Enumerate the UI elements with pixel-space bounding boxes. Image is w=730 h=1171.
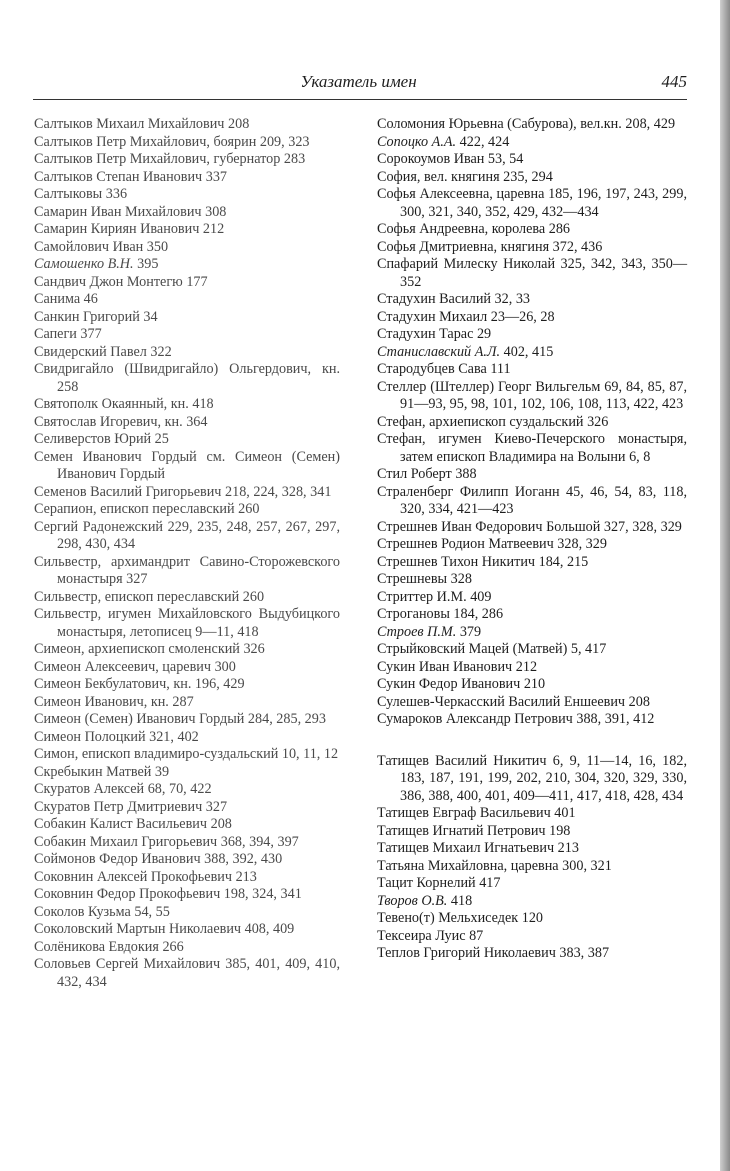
- entry-pages: 418: [447, 892, 473, 909]
- entry-name: Соколовский Мартын Николаевич: [34, 921, 242, 937]
- entry-pages: 212: [199, 221, 225, 237]
- entry-pages: 177: [182, 273, 208, 290]
- index-entry: [377, 589, 687, 607]
- entry-pages: 402, 415: [500, 343, 554, 360]
- entry-pages: 388, 392, 430: [200, 851, 283, 867]
- entry-name: Тацит Корнелий: [377, 875, 476, 891]
- entry-name: Стил Роберт: [377, 466, 452, 482]
- entry-name: Симеон (Семен) Иванович Гордый: [34, 711, 245, 727]
- index-column-left: [34, 116, 340, 991]
- entry-pages: 286: [545, 221, 570, 237]
- entry-pages: 184, 215: [535, 553, 589, 570]
- entry-name: Святослав Игоревич, кн.: [34, 413, 183, 430]
- entry-pages: 229, 235, 248, 257, 267, 297, 298, 430, 434: [57, 518, 341, 552]
- entry-pages: 401: [550, 805, 576, 821]
- index-entry: [34, 589, 340, 607]
- index-entry: [34, 396, 340, 414]
- index-entry: [377, 239, 687, 257]
- entry-pages: 258: [57, 378, 79, 395]
- index-entry: [34, 904, 340, 922]
- entry-pages: 46: [80, 291, 98, 307]
- entry-pages: 337: [202, 168, 228, 185]
- index-entry: [34, 694, 340, 712]
- entry-pages: 287: [168, 693, 194, 710]
- index-entry: [377, 659, 687, 677]
- entry-pages: 422, 424: [456, 133, 510, 150]
- entry-name: Стриттер И.М.: [377, 588, 467, 605]
- index-entry: [34, 116, 340, 134]
- entry-name: Татищев Михаил Игнатьевич: [377, 840, 555, 856]
- entry-name: Скребыкин Матвей: [34, 763, 152, 780]
- entry-pages: 32, 33: [491, 291, 531, 307]
- entry-name: Стефан, архиепископ суздальский: [377, 413, 584, 430]
- entry-name: Симеон Иванович, кн.: [34, 693, 169, 710]
- index-entry: [34, 344, 340, 362]
- entry-name: Софья Алексеевна, царевна: [377, 186, 545, 202]
- index-entry: [34, 186, 340, 204]
- index-entry: [377, 344, 687, 362]
- entry-name: Солёникова Евдокия: [34, 938, 159, 955]
- entry-pages: 5, 417: [567, 641, 607, 657]
- entry-name: Салтыков Петр Михайлович, боярин: [34, 133, 257, 150]
- entry-pages: 25: [151, 431, 169, 447]
- entry-pages: 327, 328, 329: [600, 518, 682, 535]
- entry-pages: 198: [545, 822, 571, 839]
- index-entry: [34, 676, 340, 694]
- entry-name: Семен Иванович Гордый: [34, 448, 197, 465]
- entry-pages: 208: [625, 693, 650, 710]
- entry-name: Татищев Игнатий Петрович: [377, 822, 546, 839]
- entry-name: Санкин Григорий: [34, 308, 140, 325]
- entry-pages: 327: [202, 798, 228, 815]
- entry-name: Строев П.М.: [377, 623, 457, 640]
- entry-pages: 218, 224, 328, 341: [221, 483, 332, 500]
- entry-pages: 385, 401, 409, 410, 432, 434: [57, 956, 340, 990]
- index-entry: [34, 851, 340, 869]
- header-rule: [33, 99, 687, 100]
- entry-pages: 69, 84, 85, 87, 91—93, 95, 98, 101, 102, 106, 108, 113, 422, 423: [400, 378, 688, 412]
- entry-pages: 364: [182, 413, 208, 430]
- entry-pages: 54, 55: [130, 903, 170, 920]
- entry-pages: 321, 402: [145, 728, 199, 745]
- entry-pages: 6, 9, 11—14, 16, 182, 183, 187, 191, 199, 202, 210, 304, 320, 329, 330, 386, 388, 400, 401, 409—411, 417, 418, 428, 434: [400, 752, 687, 804]
- index-entry: [377, 676, 687, 694]
- entry-name: Скуратов Алексей: [34, 781, 145, 797]
- entry-name: Соломония Юрьевна (Сабурова), вел.кн.: [377, 116, 622, 132]
- index-entry: [377, 484, 687, 519]
- entry-pages: 266: [158, 938, 184, 955]
- entry-pages: 417: [475, 875, 501, 891]
- entry-name: Теплов Григорий Николаевич: [377, 945, 556, 961]
- entry-pages: 120: [518, 910, 543, 926]
- entry-name: Сукин Федор Иванович: [377, 676, 521, 692]
- entry-name: София, вел. княгиня: [377, 168, 500, 185]
- entry-pages: 322: [146, 343, 172, 360]
- entry-name: Стеллер (Штеллер) Георг Вильгельм: [377, 378, 601, 395]
- index-entry: [34, 606, 340, 641]
- entry-pages: 379: [456, 623, 482, 640]
- index-entry: [34, 746, 340, 764]
- entry-pages: 208: [207, 816, 232, 832]
- entry-pages: 45, 46, 54, 83, 118, 320, 334, 421—423: [400, 483, 687, 517]
- entry-pages: 388, 391, 412: [572, 711, 655, 727]
- entry-pages: 185, 196, 197, 243, 299, 300, 321, 340, 352, 429, 432—434: [400, 186, 687, 220]
- entry-name: Святополк Окаянный, кн.: [34, 396, 189, 412]
- index-entry: [34, 326, 340, 344]
- entry-pages: 111: [486, 361, 511, 377]
- entry-pages: 327: [122, 571, 148, 587]
- entry-name: Салтыков Петр Михайлович, губернатор: [34, 151, 281, 167]
- index-entry: [377, 571, 687, 589]
- page-number: 445: [661, 72, 687, 91]
- index-entry: [377, 519, 687, 537]
- page-edge-shadow: [720, 0, 730, 1171]
- index-entry: [34, 291, 340, 309]
- entry-name: Стадухин Тарас: [377, 326, 474, 342]
- entry-name: Сапеги: [34, 326, 77, 342]
- entry-pages: 300, 321: [558, 857, 612, 874]
- entry-pages: 208: [224, 116, 250, 132]
- index-entry: [377, 151, 687, 169]
- index-column-right: [377, 116, 687, 963]
- entry-name: Стрыйковский Мацей (Матвей): [377, 641, 568, 657]
- entry-name: Стародубцев Сава: [377, 361, 487, 377]
- index-entry: [34, 641, 340, 659]
- entry-pages: 87: [465, 927, 484, 944]
- entry-name: Сильвестр, игумен Михайловского Выдубицкого монастыря, летописец: [34, 606, 340, 640]
- entry-pages: 377: [76, 326, 102, 342]
- entry-name: Тевено(т) Мельхиседек: [377, 910, 519, 926]
- index-entry: [377, 624, 687, 642]
- entry-pages: 6, 8: [625, 448, 651, 465]
- index-entry: [34, 361, 340, 396]
- index-entry: [34, 659, 340, 677]
- entry-pages: 196, 429: [191, 676, 245, 692]
- index-entry: [34, 729, 340, 747]
- entry-name: Самойлович Иван: [34, 238, 144, 255]
- entry-name: Страленберг Филипп Иоганн: [377, 483, 560, 500]
- entry-name: Соймонов Федор Иванович: [34, 851, 201, 867]
- index-entry: [377, 309, 687, 327]
- index-entry: [34, 309, 340, 327]
- entry-pages: 53, 54: [484, 151, 524, 167]
- entry-pages: 418: [188, 396, 214, 412]
- entry-name: Сильвестр, епископ переславский: [34, 588, 240, 605]
- index-entry: [34, 204, 340, 222]
- index-entry: [34, 939, 340, 957]
- entry-name: Стадухин Михаил: [377, 308, 488, 325]
- entry-name: Самарин Кириян Иванович: [34, 221, 200, 237]
- entry-pages: 10, 11, 12: [278, 746, 339, 762]
- entry-name: Сумароков Александр Петрович: [377, 711, 573, 727]
- entry-pages: 326: [583, 413, 609, 430]
- entry-pages: 328: [447, 571, 472, 587]
- index-entry: [377, 840, 687, 858]
- entry-name: Стрешнев Тихон Никитич: [377, 553, 536, 570]
- entry-name: Татищев Евграф Васильевич: [377, 805, 551, 821]
- index-entry: [377, 134, 687, 152]
- index-entry: [377, 928, 687, 946]
- index-entry: [377, 875, 687, 893]
- index-entry: [34, 834, 340, 852]
- entry-pages: 210: [520, 676, 546, 692]
- entry-name: Свидерский Павел: [34, 343, 147, 360]
- running-header: [30, 72, 687, 94]
- entry-name: Строгановы: [377, 606, 450, 622]
- entry-pages: 325, 342, 343, 350—352: [400, 256, 688, 290]
- entry-name: Софья Андреевна, королева: [377, 221, 546, 237]
- index-entry: [34, 256, 340, 274]
- entry-name: Семенов Василий Григорьевич: [34, 483, 222, 500]
- entry-name: Салтыков Михаил Михайлович: [34, 116, 225, 132]
- index-entry: [377, 221, 687, 239]
- index-entry: [34, 169, 340, 187]
- index-entry: [34, 501, 340, 519]
- index-entry: [34, 764, 340, 782]
- entry-name: Стадухин Василий: [377, 291, 491, 307]
- entry-pages: 395: [133, 256, 159, 272]
- index-entry: [34, 484, 340, 502]
- index-entry: [34, 239, 340, 257]
- entry-pages: 260: [239, 588, 265, 605]
- entry-pages: 23—26, 28: [487, 308, 555, 325]
- index-entry: [377, 431, 687, 466]
- entry-pages: 388: [451, 466, 477, 482]
- entry-name: Сукин Иван Иванович: [377, 658, 513, 675]
- index-entry: [377, 466, 687, 484]
- entry-name: Селиверстов Юрий: [34, 431, 152, 447]
- running-title: Указатель имен: [300, 72, 417, 91]
- entry-pages: 212: [512, 658, 538, 675]
- index-entry: [377, 823, 687, 841]
- entry-name: Собакин Калист Васильевич: [34, 816, 208, 832]
- entry-pages: 300: [211, 658, 236, 675]
- index-entry: [377, 694, 687, 712]
- entry-name: Сергий Радонежский: [34, 518, 164, 535]
- entry-pages: 372, 436: [549, 238, 603, 255]
- entry-pages: 326: [239, 641, 265, 657]
- entry-name: Симеон Алексеевич, царевич: [34, 658, 212, 675]
- entry-pages: 9—11, 418: [191, 623, 259, 640]
- index-entry: [377, 116, 687, 134]
- entry-name: Стрешнев Родион Матвеевич: [377, 536, 554, 552]
- entry-pages: 213: [232, 868, 257, 885]
- letter-section-gap: [377, 729, 687, 753]
- index-entry: [377, 711, 687, 729]
- entry-name: Симеон Бекбулатович, кн.: [34, 676, 192, 692]
- index-entry: [34, 274, 340, 292]
- index-entry: [377, 361, 687, 379]
- index-entry: [34, 151, 340, 169]
- entry-name: Спафарий Милеску Николай: [377, 256, 556, 272]
- index-entry: [377, 641, 687, 659]
- entry-name: Стрешневы: [377, 571, 448, 587]
- entry-pages: 350: [143, 238, 169, 255]
- entry-pages: 328, 329: [553, 536, 607, 552]
- entry-pages: 208, 429: [621, 116, 676, 132]
- index-entry: [377, 893, 687, 911]
- entry-pages: 409: [466, 588, 492, 605]
- entry-pages: 34: [139, 308, 158, 325]
- entry-name: Свидригайло (Швидригайло) Ольгердович, кн.: [34, 361, 340, 377]
- entry-name: Собакин Михаил Григорьевич: [34, 833, 218, 850]
- entry-name: Серапион, епископ переславский: [34, 501, 235, 517]
- index-entry: [34, 431, 340, 449]
- index-entry: [34, 449, 340, 484]
- entry-name: Сопоцко А.А.: [377, 133, 457, 150]
- entry-pages: 184, 286: [449, 606, 504, 622]
- index-entry: [377, 186, 687, 221]
- index-entry: [377, 805, 687, 823]
- index-entry: [34, 799, 340, 817]
- entry-name: Сандвич Джон Монтегю: [34, 273, 183, 290]
- entry-name: Санима: [34, 291, 81, 307]
- entry-name: Соковнин Федор Прокофьевич: [34, 886, 221, 902]
- index-entry: [377, 910, 687, 928]
- index-entry: [34, 554, 340, 589]
- entry-pages: 408, 409: [241, 921, 295, 937]
- entry-name: Сулешев-Черкасский Василий Еншеевич: [377, 693, 626, 710]
- index-entry: [377, 858, 687, 876]
- entry-name: Соколов Кузьма: [34, 903, 131, 920]
- index-entry: [34, 869, 340, 887]
- entry-pages: 368, 394, 397: [217, 833, 299, 850]
- entry-name: Салтыковы: [34, 186, 103, 202]
- entry-name: Самошенко В.Н.: [34, 256, 134, 272]
- index-entry: [377, 291, 687, 309]
- entry-pages: 198, 324, 341: [220, 886, 302, 902]
- index-entry: [34, 134, 340, 152]
- index-entry: [377, 554, 687, 572]
- entry-name: Скуратов Петр Дмитриевич: [34, 798, 203, 815]
- entry-pages: 213: [554, 840, 579, 856]
- entry-name: Творов О.В.: [377, 892, 448, 909]
- index-entry: [34, 519, 340, 554]
- entry-name: Симон, епископ владимиро-суздальский: [34, 746, 279, 762]
- index-entry: [377, 379, 687, 414]
- index-entry: [377, 536, 687, 554]
- index-entry: [377, 169, 687, 187]
- entry-pages: 39: [151, 763, 170, 780]
- entry-name: Сорокоумов Иван: [377, 151, 485, 167]
- index-entry: [34, 711, 340, 729]
- entry-name: Симеон, архиепископ смоленский: [34, 641, 240, 657]
- index-entry: [34, 886, 340, 904]
- entry-name: Стефан, игумен Киево-Печерского монастыря, затем епископ Владимира на Волыни: [377, 431, 687, 465]
- entry-name: Стрешнев Иван Федорович Большой: [377, 518, 601, 535]
- entry-name: Татьяна Михайловна, царевна: [377, 857, 559, 874]
- entry-pages: 383, 387: [555, 945, 610, 961]
- index-entry: [34, 781, 340, 799]
- entry-name: Сильвестр, архимандрит Савино-Сторожевского монастыря: [34, 553, 340, 587]
- entry-name: Станиславский А.Л.: [377, 343, 501, 360]
- entry-pages: 284, 285, 293: [244, 711, 326, 727]
- index-entry: [34, 414, 340, 432]
- index-entry: [34, 221, 340, 239]
- entry-name: Тексеира Луис: [377, 927, 466, 944]
- index-entry: [377, 606, 687, 624]
- entry-name: Салтыков Степан Иванович: [34, 168, 203, 185]
- entry-pages: 209, 323: [256, 133, 310, 150]
- entry-name: Соковнин Алексей Прокофьевич: [34, 868, 233, 885]
- index-entry: [377, 256, 687, 291]
- entry-pages: 29: [473, 326, 492, 342]
- index-entry: [34, 816, 340, 834]
- entry-name: Татищев Василий Никитич: [377, 752, 547, 769]
- index-entry: [34, 921, 340, 939]
- index-entry: [377, 414, 687, 432]
- index-entry: [377, 326, 687, 344]
- index-entry: [377, 945, 687, 963]
- entry-pages: 308: [201, 203, 227, 220]
- entry-name: Соловьев Сергей Михайлович: [34, 956, 221, 972]
- entry-pages: 235, 294: [499, 168, 553, 185]
- entry-name: Симеон Полоцкий: [34, 728, 146, 745]
- entry-pages: 283: [280, 151, 306, 167]
- entry-pages: 336: [102, 186, 128, 202]
- index-entry: [377, 753, 687, 806]
- entry-name: Самарин Иван Михайлович: [34, 203, 202, 220]
- entry-pages: 68, 70, 422: [144, 781, 212, 797]
- entry-name: Софья Дмитриевна, княгиня: [377, 238, 550, 255]
- entry-pages: 260: [234, 501, 260, 517]
- entry-pages: см. Симеон (Семен) Иванович Гордый: [57, 448, 340, 482]
- index-entry: [34, 956, 340, 991]
